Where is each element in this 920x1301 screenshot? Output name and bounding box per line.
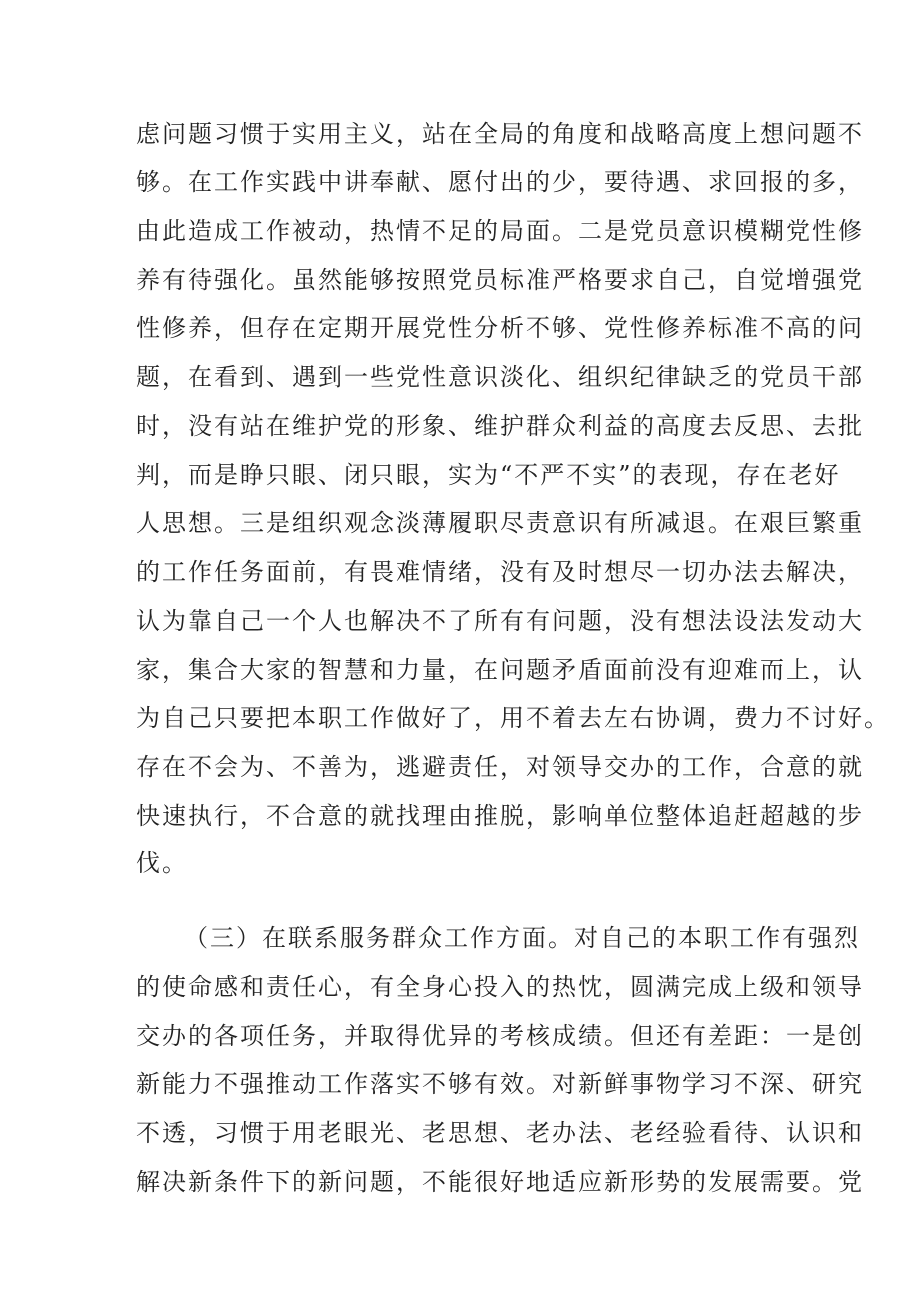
text-line: 新能力不强推动工作落实不够有效。对新鲜事物学习不深、研究 <box>136 1070 864 1098</box>
text-line: 由此造成工作被动，热情不足的局面。二是党员意识模糊党性修 <box>136 217 864 245</box>
text-line: 够。在工作实践中讲奉献、愿付出的少，要待遇、求回报的多， <box>136 168 864 196</box>
text-line: 判，而是睁只眼、闭只眼，实为“不严不实”的表现，存在老好 <box>136 461 841 489</box>
text-line: 交办的各项任务，并取得优异的考核成绩。但还有差距：一是创 <box>136 1022 864 1050</box>
text-line: 人思想。三是组织观念淡薄履职尽责意识有所减退。在艰巨繁重 <box>136 509 864 537</box>
text-line: 虑问题习惯于实用主义，站在全局的角度和战略高度上想问题不 <box>136 120 864 148</box>
section-heading-line: （三）在联系服务群众工作方面。对自己的本职工作有强烈 <box>184 924 860 952</box>
text-line: 快速执行，不合意的就找理由推脱，影响单位整体追赶超越的步 <box>136 802 864 830</box>
text-line: 养有待强化。虽然能够按照党员标准严格要求自己，自觉增强党 <box>136 266 864 294</box>
text-line: 题，在看到、遇到一些党性意识淡化、组织纪律缺乏的党员干部 <box>136 363 864 391</box>
text-line: 解决新条件下的新问题，不能很好地适应新形势的发展需要。党 <box>136 1168 864 1196</box>
text-line: 不透，习惯于用老眼光、老思想、老办法、老经验看待、认识和 <box>136 1119 864 1147</box>
text-line: 的工作任务面前，有畏难情绪，没有及时想尽一切办法去解决， <box>136 558 864 586</box>
text-line: 为自己只要把本职工作做好了，用不着去左右协调，费力不讨好。 <box>136 704 890 732</box>
text-line: 存在不会为、不善为，逃避责任，对领导交办的工作，合意的就 <box>136 753 864 781</box>
text-line: 认为靠自己一个人也解决不了所有有问题，没有想法设法发动大 <box>136 607 864 635</box>
text-line: 的使命感和责任心，有全身心投入的热忱，圆满完成上级和领导 <box>136 973 864 1001</box>
text-line: 家，集合大家的智慧和力量，在问题矛盾面前没有迎难而上，认 <box>136 656 864 684</box>
text-line: 伐。 <box>136 849 188 877</box>
text-line: 性修养，但存在定期开展党性分析不够、党性修养标准不高的问 <box>136 314 864 342</box>
text-line: 时，没有站在维护党的形象、维护群众利益的高度去反思、去批 <box>136 412 864 440</box>
